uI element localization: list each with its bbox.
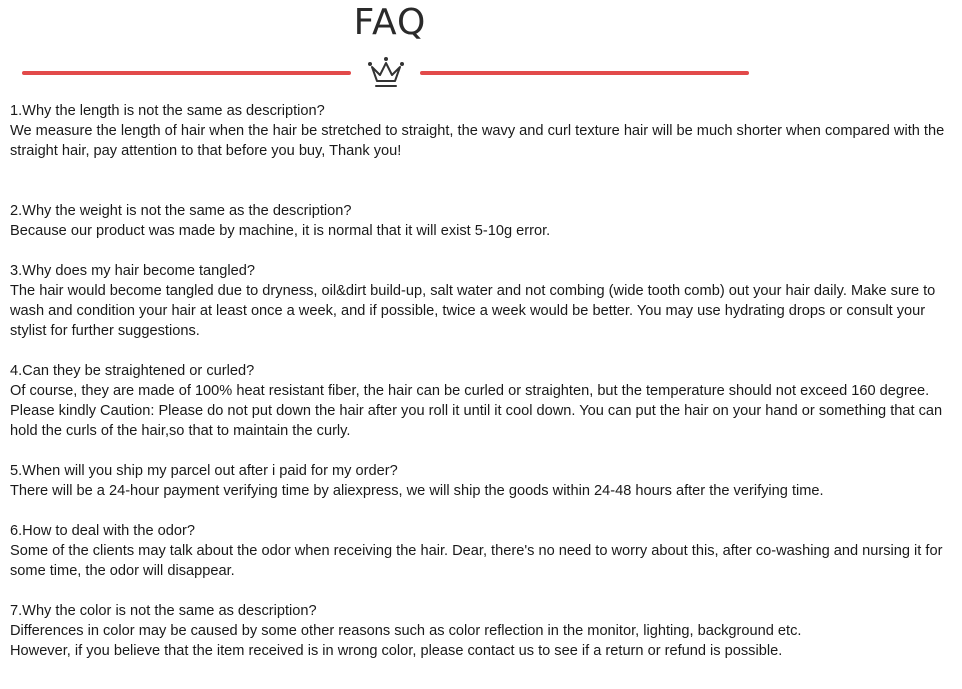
- faq-question: 1.Why the length is not the same as description?: [10, 103, 325, 119]
- faq-answer: Differences in color may be caused by some other reasons such as color reflection in the monitor, lighting, background etc.: [10, 623, 802, 639]
- faq-answer: However, if you believe that the item received is in wrong color, please contact us to see if a return or refund is possible.: [10, 643, 783, 659]
- faq-item: [10, 361, 955, 441]
- divider-left: [22, 71, 351, 75]
- faq-item: [10, 201, 955, 241]
- page-title: FAQ: [353, 2, 427, 43]
- faq-answer: There will be a 24-hour payment verifying time by aliexpress, we will ship the goods within 24-48 hours after the verifying time.: [10, 483, 824, 499]
- faq-item: [10, 261, 955, 341]
- faq-answer: Because our product was made by machine, it is normal that it will exist 5-10g error.: [10, 223, 551, 239]
- faq-question: 4.Can they be straightened or curled?: [10, 363, 255, 379]
- faq-question: 7.Why the color is not the same as description?: [10, 603, 317, 619]
- crown-icon: [366, 55, 406, 91]
- divider-right: [420, 71, 749, 75]
- faq-answer: We measure the length of hair when the hair be stretched to straight, the wavy and curl texture hair will be much shorter when compared with the straight hair, pay attention to that before you buy, Thank you!: [10, 123, 945, 159]
- faq-question: 2.Why the weight is not the same as the description?: [10, 203, 352, 219]
- faq-item: [10, 601, 955, 661]
- faq-list: [10, 101, 955, 661]
- faq-answer: Of course, they are made of 100% heat resistant fiber, the hair can be curled or straighten, but the temperature should not exceed 160 degree.: [10, 383, 930, 399]
- faq-item: [10, 521, 955, 581]
- faq-question: 3.Why does my hair become tangled?: [10, 263, 255, 279]
- faq-answer: The hair would become tangled due to dryness, oil&dirt build-up, salt water and not combing (wide tooth comb) out your hair daily. Make sure to wash and condition your hair at least once a week, and if possible, twice a week would be better. You may use hydrating drops or consult your stylist for further suggestions.: [10, 283, 936, 339]
- faq-item: [10, 101, 955, 161]
- faq-question: 5.When will you ship my parcel out after i paid for my order?: [10, 463, 398, 479]
- faq-item: [10, 461, 955, 501]
- faq-answer: Please kindly Caution: Please do not put down the hair after you roll it until it cool down. You can put the hair on your hand or something that can hold the curls of the hair,so that to maintain the curly.: [10, 403, 943, 439]
- faq-answer: Some of the clients may talk about the odor when receiving the hair. Dear, there's no need to worry about this, after co-washing and nursing it for some time, the odor will disappear.: [10, 543, 943, 579]
- faq-header: [0, 0, 962, 95]
- faq-question: 6.How to deal with the odor?: [10, 523, 195, 539]
